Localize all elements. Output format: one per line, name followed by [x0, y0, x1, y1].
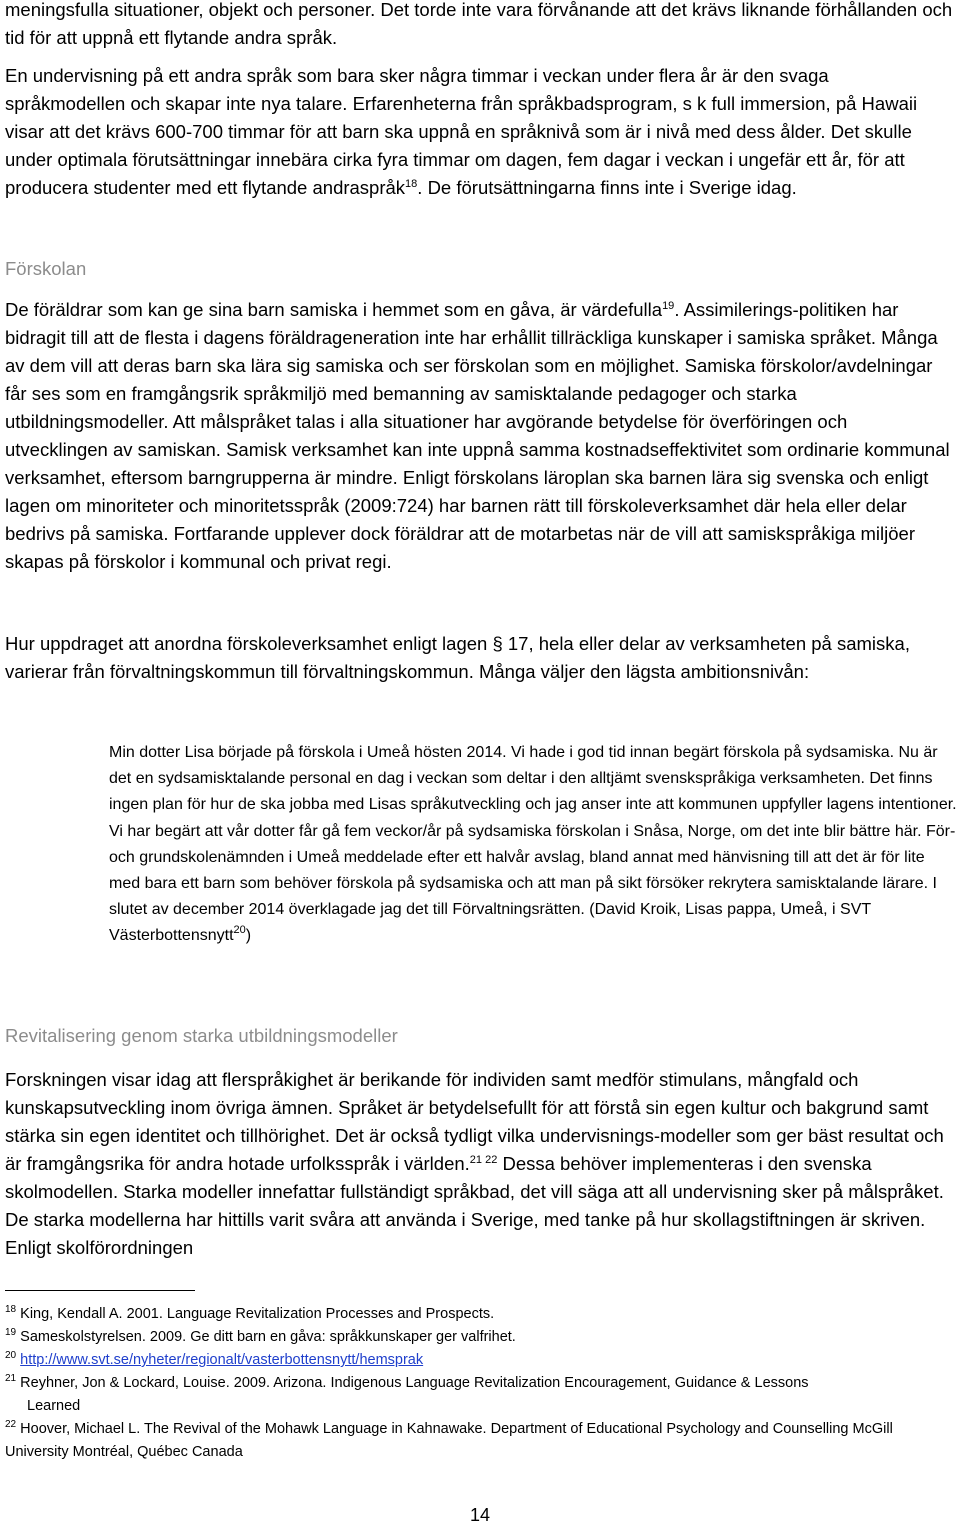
- paragraph-immersion-text-a: En undervisning på ett andra språk som bara sker några timmar i veckan under flera år är den svaga språkmodellen och skapar inte nya talare. Erfarenheterna från språkbadsprogram, s k full immersion, på Hawaii visar att det krävs 600-700 timmar för att barn ska uppnå en språknivå som är i nivå med dess ålder. Det skulle under optimala förutsättningar innebära cirka fyra timmar om dagen, fem dagar i veckan i ungefär ett år, för att producera studenter med ett flytande andraspråk: [5, 65, 918, 198]
- footnote-link[interactable]: http://www.svt.se/nyheter/regionalt/vasterbottensnytt/hemsprak: [20, 1352, 424, 1368]
- footnote-number: 18: [5, 1304, 17, 1315]
- footnote-ref-19[interactable]: 19: [662, 300, 675, 312]
- footnote-ref-21-22[interactable]: 21 22: [469, 1154, 498, 1166]
- paragraph-intro: meningsfulla situationer, objekt och personer. Det torde inte vara förvånande att det krävs liknande förhållanden och tid för att uppnå ett flytande andra språk.: [5, 0, 953, 48]
- block-quote-text-b: ): [245, 927, 252, 945]
- footnote-number: 21: [5, 1373, 17, 1384]
- footnote-text-continuation: Learned: [27, 1398, 81, 1414]
- footnote-18: [5, 1303, 953, 1326]
- section-heading-revitalisering: Revitalisering genom starka utbildningsmodeller: [5, 1025, 398, 1046]
- page-number: 14: [469, 1505, 491, 1525]
- footnote-21: [5, 1372, 953, 1418]
- paragraph-revitalisering-text-a: Forskningen visar idag att flerspråkighet är berikande för individen samt medför stimulans, mångfald och kunskapsutveckling inom övriga ämnen. Språket är betydelsefullt för att förstå sin egen kultur och bakgrund samt stärka sin egen identitet och tillhörighet. Det är också tydligt vilka undervisnings-modeller som ger bäst resultat och är framgångsrika för andra hotade urfolksspråk i världen.: [5, 1069, 944, 1174]
- block-quote: [109, 740, 957, 950]
- footnote-ref-18[interactable]: 18: [405, 178, 418, 190]
- paragraph-forskolan-text-a: De föräldrar som kan ge sina barn samiska i hemmet som en gåva, är värdefulla: [5, 299, 663, 320]
- footnote-ref-20[interactable]: 20: [233, 924, 246, 937]
- footnote-22: [5, 1418, 953, 1464]
- footnote-number: 19: [5, 1327, 17, 1338]
- footnote-number: 20: [5, 1350, 17, 1361]
- section-heading-forskolan: Förskolan: [5, 258, 87, 279]
- footnote-text: Reyhner, Jon & Lockard, Louise. 2009. Arizona. Indigenous Language Revitalization Encouragement, Guidance & Lessons: [20, 1375, 809, 1391]
- paragraph-revitalisering: [5, 1066, 953, 1262]
- paragraph-revitalisering-text-b: Dessa behöver implementeras i den svenska skolmodellen. Starka modeller innefattar fullständigt språkbad, det vill säga att all undervisning sker på målspråket. De starka modellerna har hittills varit svåra att använda i Sverige, med tanke på hur skollagstiftningen är skriven. Enligt skolförordningen: [5, 1153, 944, 1258]
- footnote-number: 22: [5, 1419, 17, 1430]
- footnote-19: [5, 1326, 953, 1349]
- footnote-text: King, Kendall A. 2001. Language Revitalization Processes and Prospects.: [20, 1306, 495, 1322]
- paragraph-uppdraget: Hur uppdraget att anordna förskoleverksamhet enligt lagen § 17, hela eller delar av verksamheten på samiska, varierar från förvaltningskommun till förvaltningskommun. Många väljer den lägsta ambitionsnivån:: [5, 633, 910, 682]
- paragraph-immersion-text-b: . De förutsättningarna finns inte i Sverige idag.: [417, 177, 797, 198]
- footnote-text: Sameskolstyrelsen. 2009. Ge ditt barn en gåva: språkkunskaper ger valfrihet.: [20, 1329, 516, 1345]
- footnote-20: [5, 1349, 953, 1372]
- paragraph-immersion: [5, 62, 953, 202]
- paragraph-forskolan-text-b: . Assimilerings-politiken har bidragit till att de flesta i dagens föräldrageneration inte har erhållit tillräckliga kunskaper i samiska språket. Många av dem vill att deras barn ska lära sig samiska och ser förskolan som en möjlighet. Samiska förskolor/avdelningar får ses som en framgångsrik språkmiljö med bemanning av samisktalande pedagoger och starka utbildningsmodeller. Att målspråket talas i alla situationer har avgörande betydelse för överföringen och utvecklingen av samiskan. Samisk verksamhet kan inte uppnå samma kostnadseffektivitet som ordinarie kommunal verksamhet, eftersom barngrupperna är mindre. Enligt förskolans läroplan ska barnen lära sig svenska och enligt lagen om minoriteter och minoritetsspråk (2009:724) har barnen rätt till förskoleverksamhet där hela eller delar bedrivs på samiska. Fortfarande upplever dock föräldrar att de motarbetas när de vill att samiskspråkiga miljöer skapas på förskolor i kommunal och privat regi.: [5, 299, 950, 572]
- footnote-text: Hoover, Michael L. The Revival of the Mohawk Language in Kahnawake. Department of Educational Psychology and Counselling McGill University Montréal, Québec Canada: [5, 1421, 893, 1460]
- block-quote-text-a: Min dotter Lisa började på förskola i Umeå hösten 2014. Vi hade i god tid innan begärt förskola på sydsamiska. Nu är det en sydsamisktalande personal en dag i veckan som deltar i den alltjämt svenskspråkiga verksamheten. Det finns ingen plan för hur de ska jobba med Lisas språkutveckling och jag anser inte att kommunen uppfyller lagens intentioner. Vi har begärt att vår dotter får gå fem veckor/år på sydsamiska förskolan i Snåsa, Norge, om det inte blir bättre här. För- och grundskolenämnden i Umeå meddelade efter ett halvår avslag, bland annat med hänvisning till att det är för lite med bara ett barn som behöver förskola på sydsamiska och att man på sikt försöker rekrytera samisktalande lärare. I slutet av december 2014 överklagade jag det till Förvaltningsrätten. (David Kroik, Lisas pappa, Umeå, i SVT Västerbottensnytt: [109, 744, 957, 945]
- footnotes: [5, 1303, 953, 1464]
- paragraph-forskolan: [5, 296, 953, 576]
- footnote-separator: [5, 1290, 195, 1291]
